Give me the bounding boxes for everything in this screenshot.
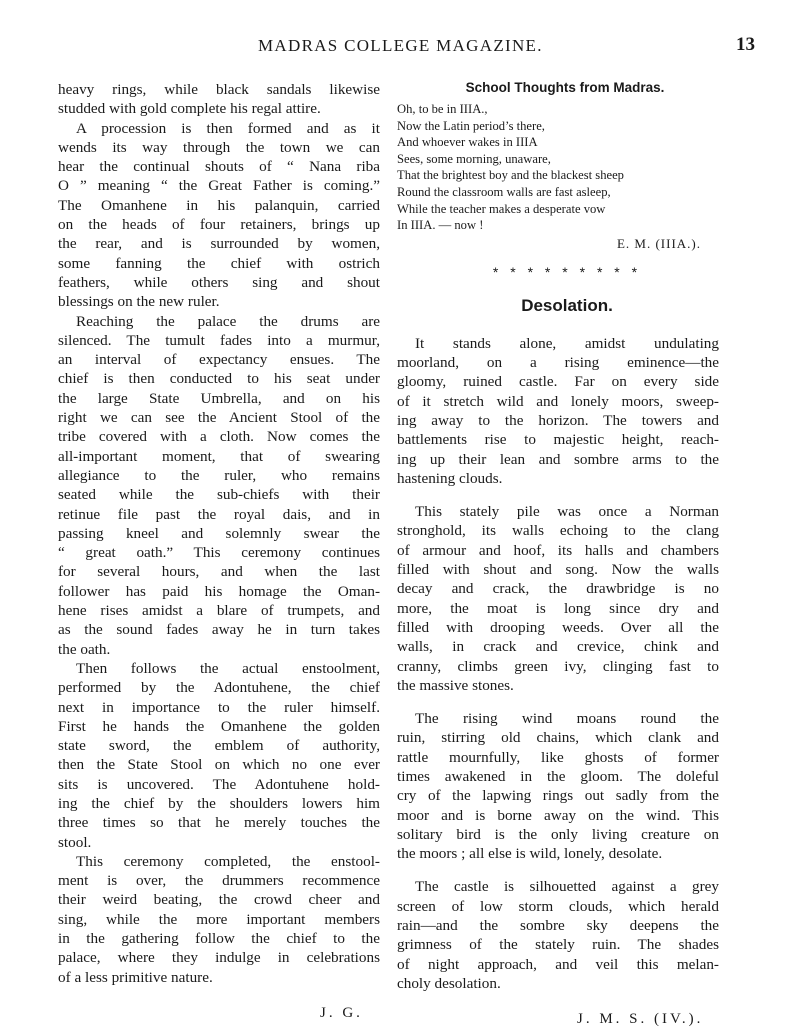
section-separator: * * * * * * * * *: [492, 263, 642, 280]
text-line: performed by the Adontuhene, the chief: [58, 679, 380, 697]
page-number: 13: [736, 34, 755, 55]
text-line: of it stretch wild and lonely moors, sweep-: [397, 392, 719, 410]
text-line: sits is uncovered. The Adontuhene hold-: [58, 775, 380, 793]
left-signature: J. G.: [320, 1004, 363, 1021]
text-line: The rising wind moans round the: [415, 710, 719, 728]
text-line: on the heads of four retainers, brings up: [58, 216, 380, 234]
text-line: Reaching the palace the drums are: [76, 312, 380, 330]
text-line: gloomy, ruined castle. Far on every side: [397, 373, 719, 391]
essay-body: [397, 334, 719, 994]
text-line: heavy rings, while black sandals likewise: [58, 81, 380, 98]
text-line: ing up their lean and sombre arms to the: [397, 450, 719, 468]
text-line: blessings on the new ruler.: [58, 293, 220, 311]
text-line: as the sound fades away he in turn takes: [58, 621, 380, 639]
text-line: the large State Umbrella, and on his: [58, 389, 380, 407]
running-head: MADRAS COLLEGE MAGAZINE.: [258, 36, 543, 55]
text-line: ing the chief by the shoulders lowers him: [58, 794, 380, 812]
text-line: This stately pile was once a Norman: [415, 503, 719, 521]
poem-line: While the teacher makes a desperate vow: [397, 201, 606, 216]
text-line: of armour and hoof, its halls and chambers: [397, 541, 719, 559]
text-line: the massive stones.: [397, 676, 514, 694]
text-line: Then follows the actual enstoolment,: [76, 659, 380, 677]
poem-author: E. M. (IIIA.).: [616, 235, 701, 251]
text-line: some fanning the chief with ostrich: [58, 254, 380, 272]
poem-body: [397, 101, 719, 234]
text-line: rattle mournfully, like ghosts of former: [397, 748, 719, 766]
text-line: “ great oath.” This ceremony continues: [58, 544, 380, 562]
text-line: in the gathering follow the chief to the: [58, 930, 380, 948]
poem-line: And whoever wakes in IIIA: [397, 135, 538, 150]
text-line: feathers, while others sing and shout: [58, 273, 380, 291]
text-line: all-important moment, that of swearing: [58, 447, 380, 465]
essay-title: Desolation.: [521, 295, 613, 315]
text-line: more, the moat is long since dry and: [397, 599, 719, 617]
text-line: stronghold, its walls echoing to the clang: [397, 522, 719, 540]
text-line: O ” meaning “ the Great Father is coming.”: [58, 177, 380, 195]
essay-signature: J. M. S. (IV.).: [577, 1011, 704, 1028]
text-line: state sword, the emblem of authority,: [58, 737, 380, 755]
text-line: hene rises amidst a blare of trumpets, and: [58, 602, 380, 620]
text-line: filled with shout and song. Now the walls: [397, 561, 719, 579]
text-line: of a less primitive nature.: [58, 968, 213, 986]
text-line: chief is then conducted to his seat under: [58, 370, 380, 388]
text-line: passing kneel and solemnly swear the: [58, 524, 380, 542]
right-column: [397, 80, 719, 1028]
left-article-body: [58, 80, 380, 987]
poem-title: School Thoughts from Madras.: [465, 80, 665, 95]
text-line: the rear, and is surrounded by women,: [58, 235, 380, 253]
text-line: seated while the sub-chiefs with their: [58, 486, 380, 504]
text-line: filled with drooping weeds. Over all the: [397, 618, 719, 636]
text-line: First he hands the Omanhene the golden: [58, 717, 380, 735]
text-line: grimness of the stately ruin. The shades: [397, 936, 719, 954]
text-line: right we can see the Ancient Stool of the: [58, 409, 380, 427]
text-line: next in importance to the ruler himself.: [58, 698, 380, 716]
poem-line: Oh, to be in IIIA.,: [397, 102, 488, 116]
poem-line: That the brightest boy and the blackest sheep: [397, 168, 624, 183]
text-line: their weird beating, the crowd cheer and: [58, 891, 380, 909]
text-line: ruin, stirring old chains, which clank and: [397, 729, 719, 747]
text-line: cranny, climbs green ivy, clinging fast to: [397, 657, 719, 675]
text-line: studded with gold complete his regal attire.: [58, 100, 321, 118]
text-line: sing, while the more important members: [58, 910, 380, 928]
text-line: solitary bird is the only living creature on: [397, 825, 719, 843]
text-line: times awakened in the gloom. The doleful: [397, 767, 719, 785]
text-line: rain—and the sombre sky deepens the: [397, 917, 719, 935]
text-line: battlements rise to majestic height, reach-: [397, 431, 719, 449]
text-line: hear the continual shouts of “ Nana riba: [58, 158, 380, 176]
text-line: It stands alone, amidst undulating: [415, 334, 719, 352]
text-line: This ceremony completed, the enstool-: [76, 852, 380, 870]
text-line: retinue file past the royal dais, and in: [58, 505, 380, 523]
poem-line: Sees, some morning, unaware,: [397, 151, 551, 166]
text-line: cry of the lapwing rings out sadly from the: [397, 787, 719, 805]
text-line: wends its way through the town we can: [58, 138, 380, 156]
text-line: A procession is then formed and as it: [76, 119, 380, 137]
text-line: an interval of expectancy ensues. The: [58, 351, 380, 369]
left-column: [58, 80, 380, 1022]
text-line: the oath.: [58, 640, 111, 658]
text-line: allegiance to the ruler, who remains: [58, 466, 380, 484]
text-line: choly desolation.: [397, 974, 501, 992]
text-line: screen of low storm clouds, which herald: [397, 897, 719, 915]
text-line: the moors ; all else is wild, lonely, desolate.: [397, 845, 663, 863]
text-line: tribe covered with a cloth. Now comes the: [58, 428, 380, 446]
text-line: stool.: [58, 833, 92, 851]
text-line: of night approach, and veil this melan-: [397, 955, 719, 973]
text-line: follower has paid his homage the Oman-: [58, 582, 380, 600]
text-line: hastening clouds.: [397, 469, 503, 487]
text-line: ing away to the horizon. The towers and: [397, 411, 719, 429]
text-line: decay and crack, the drawbridge is no: [397, 580, 719, 598]
poem-line: Now the Latin period’s there,: [397, 118, 545, 133]
text-line: silenced. The tumult fades into a murmur,: [58, 331, 380, 349]
text-line: three times so that he merely touches the: [58, 814, 380, 832]
text-line: walls, in crack and crevice, chink and: [397, 638, 719, 656]
text-line: moor and is borne away on the wind. This: [397, 806, 719, 824]
text-line: moorland, on a rising eminence—the: [397, 354, 719, 372]
text-line: ment is over, the drummers recommence: [58, 872, 380, 890]
text-line: The castle is silhouetted against a grey: [415, 878, 719, 896]
poem-line: Round the classroom walls are fast asleep,: [397, 184, 611, 199]
text-line: for several hours, and when the last: [58, 563, 380, 581]
text-line: then the State Stool on which no one ever: [58, 756, 380, 774]
poem-line: In IIIA. — now !: [397, 218, 484, 233]
text-line: palace, where they indulge in celebrations: [58, 949, 380, 967]
text-line: The Omanhene in his palanquin, carried: [58, 196, 380, 214]
